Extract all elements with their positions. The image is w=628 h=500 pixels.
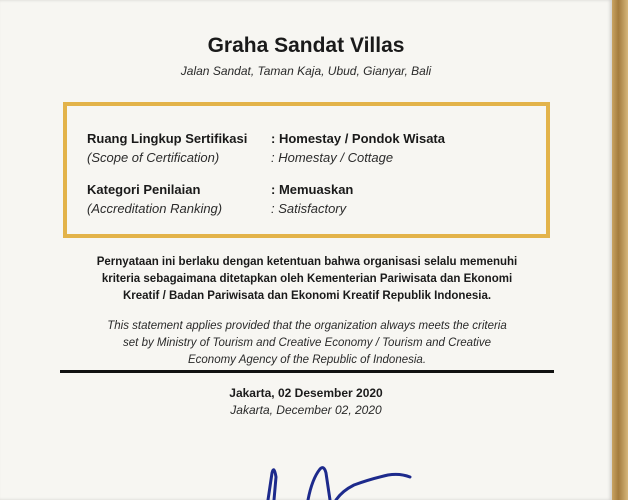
- divider-line: [60, 370, 554, 373]
- property-address: Jalan Sandat, Taman Kaja, Ubud, Gianyar, Bali: [180, 64, 432, 78]
- category-value: : Memuaskan: [271, 182, 354, 197]
- certification-details-box: [63, 102, 550, 238]
- statement-line: Economy Agency of the Republic of Indonesia.: [187, 354, 427, 366]
- scope-value-en: : Homestay / Cottage: [271, 150, 394, 165]
- statement-english: [60, 318, 554, 369]
- scope-value: : Homestay / Pondok Wisata: [271, 131, 445, 146]
- scope-label-en: (Scope of Certification): [87, 150, 220, 165]
- scope-label: Ruang Lingkup Sertifikasi: [87, 131, 248, 146]
- issue-date-en: Jakarta, December 02, 2020: [230, 403, 382, 417]
- category-value-en: : Satisfactory: [271, 201, 347, 216]
- statement-line: This statement applies provided that the organization always meets the criteria: [107, 320, 507, 332]
- issue-date: Jakarta, 02 Desember 2020: [229, 386, 383, 400]
- property-name: Graha Sandat Villas: [207, 34, 405, 57]
- category-label: Kategori Penilaian: [87, 182, 201, 197]
- statement-line: kriteria sebagaimana ditetapkan oleh Kementerian Pariwisata dan Ekonomi: [101, 273, 513, 285]
- statement-line: Kreatif / Badan Pariwisata dan Ekonomi Kreatif Republik Indonesia.: [122, 290, 492, 302]
- frame-edge: [612, 0, 628, 500]
- signature-graphic: [250, 455, 430, 500]
- statement-line: Pernyataan ini berlaku dengan ketentuan bahwa organisasi selalu memenuhi: [96, 256, 518, 268]
- category-label-en: (Accreditation Ranking): [87, 201, 223, 216]
- statement-line: set by Ministry of Tourism and Creative Economy / Tourism and Creative: [123, 337, 491, 349]
- statement-indonesian: [60, 254, 554, 305]
